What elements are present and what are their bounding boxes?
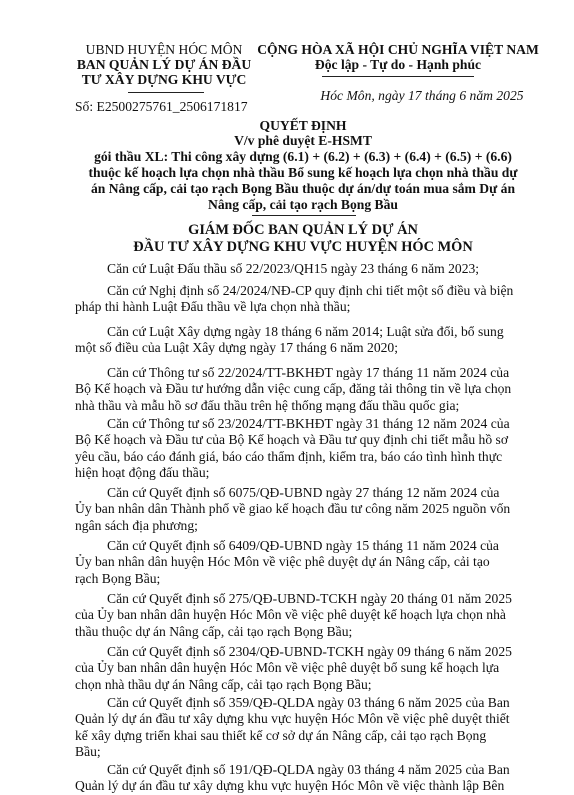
- date-line: Hóc Môn, ngày 17 tháng 6 năm 2025: [320, 88, 524, 103]
- legal-basis-1: [75, 261, 531, 277]
- legal-basis-7: [75, 538, 531, 587]
- paragraph-line: Ủy ban nhân dân huyện Hóc Môn về việc phê duyệt dự án Nâng cấp, cải tạo: [75, 554, 490, 570]
- paragraph-line: ngân sách địa phương;: [75, 517, 198, 533]
- doc-number: Số: E2500275761_2506171817: [75, 99, 248, 114]
- paragraph-line: pháp thi hành Luật Đấu thầu về lựa chọn nhà thầu;: [75, 299, 351, 315]
- decision-title: QUYẾT ĐỊNH: [259, 118, 347, 133]
- paragraph-line: Căn cứ Quyết định số 359/QĐ-QLDA ngày 03 tháng 6 năm 2025 của Ban: [107, 695, 510, 710]
- paragraph-line: rạch Bọng Bầu;: [75, 570, 161, 586]
- org-name-line2: TƯ XÂY DỰNG KHU VỰC: [81, 72, 247, 87]
- legal-basis-11: [75, 762, 531, 795]
- national-motto: Độc lập - Tự do - Hạnh phúc: [314, 57, 482, 72]
- paragraph-line: Căn cứ Quyết định số 275/QĐ-UBND-TCKH ngày 20 tháng 01 năm 2025: [107, 591, 512, 606]
- org-parent: UBND HUYỆN HÓC MÔN: [85, 42, 243, 57]
- org-name-line1: BAN QUẢN LÝ DỰ ÁN ĐẦU: [76, 57, 252, 72]
- paragraph-line: của Ủy ban nhân dân huyện Hóc Môn về việc phê duyệt kế hoạch lựa chọn nhà: [75, 607, 506, 623]
- paragraph-line: Căn cứ Thông tư số 23/2024/TT-BKHĐT ngày 31 tháng 12 năm 2024 của: [107, 416, 510, 431]
- paragraph-line: hiện hoạt động đấu thầu;: [75, 465, 210, 481]
- decision-subject-4: án Nâng cấp, cải tạo rạch Bọng Bầu thuộc dự án/dự toán mua sắm Dự án: [90, 181, 516, 196]
- legal-basis-10: [75, 695, 531, 761]
- paragraph-line: Ủy ban nhân dân Thành phố về giao kế hoạch đầu tư công năm 2025 nguồn vốn: [75, 501, 511, 517]
- paragraph-line: nhà thầu và mẫu hồ sơ đấu thầu trên hệ thống mạng đấu thầu quốc gia;: [75, 397, 460, 413]
- legal-basis-5: [75, 416, 531, 482]
- motto-underline: [322, 76, 474, 77]
- paragraph-line: Bộ Kế hoạch và Đầu tư của Bộ Kế hoạch và Đầu tư quy định chi tiết mẫu hồ sơ: [75, 432, 509, 448]
- decision-underline: [252, 215, 356, 216]
- paragraph-line: của Ủy ban nhân dân huyện Hóc Môn về việc phê duyệt bổ sung kế hoạch lựa: [75, 660, 500, 676]
- decision-subject-2: gói thầu XL: Thi công xây dựng (6.1) + (6.2) + (6.3) + (6.4) + (6.5) + (6.6): [94, 149, 512, 164]
- decision-subject-5: Nâng cấp, cải tạo rạch Bọng Bầu: [208, 197, 398, 212]
- legal-basis-9: [75, 644, 531, 693]
- paragraph-line: Căn cứ Quyết định số 191/QĐ-QLDA ngày 03 tháng 4 năm 2025 của Ban: [107, 762, 510, 777]
- paragraph-line: Căn cứ Thông tư số 22/2024/TT-BKHĐT ngày 17 tháng 11 năm 2024 của: [107, 365, 510, 380]
- paragraph-line: Căn cứ Quyết định số 6075/QĐ-UBND ngày 27 tháng 12 năm 2024 của: [107, 485, 500, 500]
- legal-basis-4: [75, 365, 531, 414]
- legal-basis-3: [75, 324, 531, 357]
- decision-subject-1: V/v phê duyệt E-HSMT: [234, 133, 372, 148]
- paragraph-line: Căn cứ Quyết định số 6409/QĐ-UBND ngày 15 tháng 11 năm 2024 của: [107, 538, 499, 553]
- paragraph-line: một số điều của Luật Xây dựng ngày 17 tháng 6 năm 2020;: [75, 340, 398, 356]
- paragraph-line: Căn cứ Nghị định số 24/2024/NĐ-CP quy định chi tiết một số điều và biện: [107, 283, 514, 298]
- paragraph-line: Căn cứ Luật Đấu thầu số 22/2023/QH15 ngày 23 tháng 6 năm 2023;: [107, 261, 480, 276]
- paragraph-line: yêu cầu, báo cáo đánh giá, báo cáo thẩm định, kiểm tra, báo cáo tình hình thực: [75, 448, 503, 464]
- paragraph-line: Căn cứ Luật Xây dựng ngày 18 tháng 6 năm 2014; Luật sửa đổi, bổ sung: [107, 324, 504, 339]
- legal-basis-6: [75, 485, 531, 534]
- paragraph-line: Quản lý dự án đầu tư xây dựng khu vực huyện Hóc Môn về việc phê duyệt thiết: [75, 711, 510, 727]
- paragraph-line: Bộ Kế hoạch và Đầu tư hướng dẫn việc cung cấp, đăng tải thông tin về lựa chọn: [75, 381, 512, 397]
- paragraph-line: Bầu;: [75, 744, 101, 760]
- paragraph-line: thầu thuộc dự án Nâng cấp, cải tạo rạch Bọng Bầu;: [75, 623, 353, 639]
- authority-line1: GIÁM ĐỐC BAN QUẢN LÝ DỰ ÁN: [188, 222, 418, 238]
- legal-basis-2: [75, 283, 531, 316]
- decision-subject-3: thuộc kế hoạch lựa chọn nhà thầu Bổ sung kế hoạch lựa chọn nhà thầu dự: [88, 165, 518, 180]
- national-title: CỘNG HÒA XÃ HỘI CHỦ NGHĨA VIỆT NAM: [257, 42, 539, 57]
- legal-basis-8: [75, 591, 531, 640]
- paragraph-line: Căn cứ Quyết định số 2304/QĐ-UBND-TCKH ngày 09 tháng 6 năm 2025: [107, 644, 512, 659]
- paragraph-line: chọn nhà thầu dự án Nâng cấp, cải tạo rạch Bọng Bầu;: [75, 676, 372, 692]
- paragraph-line: kế xây dựng triển khai sau thiết kế cơ sở dự án Nâng cấp, cải tạo rạch Bọng: [75, 727, 487, 743]
- authority-line2: ĐẦU TƯ XÂY DỰNG KHU VỰC HUYỆN HÓC MÔN: [133, 239, 473, 255]
- org-underline: [128, 92, 204, 93]
- paragraph-line: Quản lý dự án đầu tư xây dựng khu vực huyện Hóc Môn về việc thành lập Bên: [75, 778, 505, 794]
